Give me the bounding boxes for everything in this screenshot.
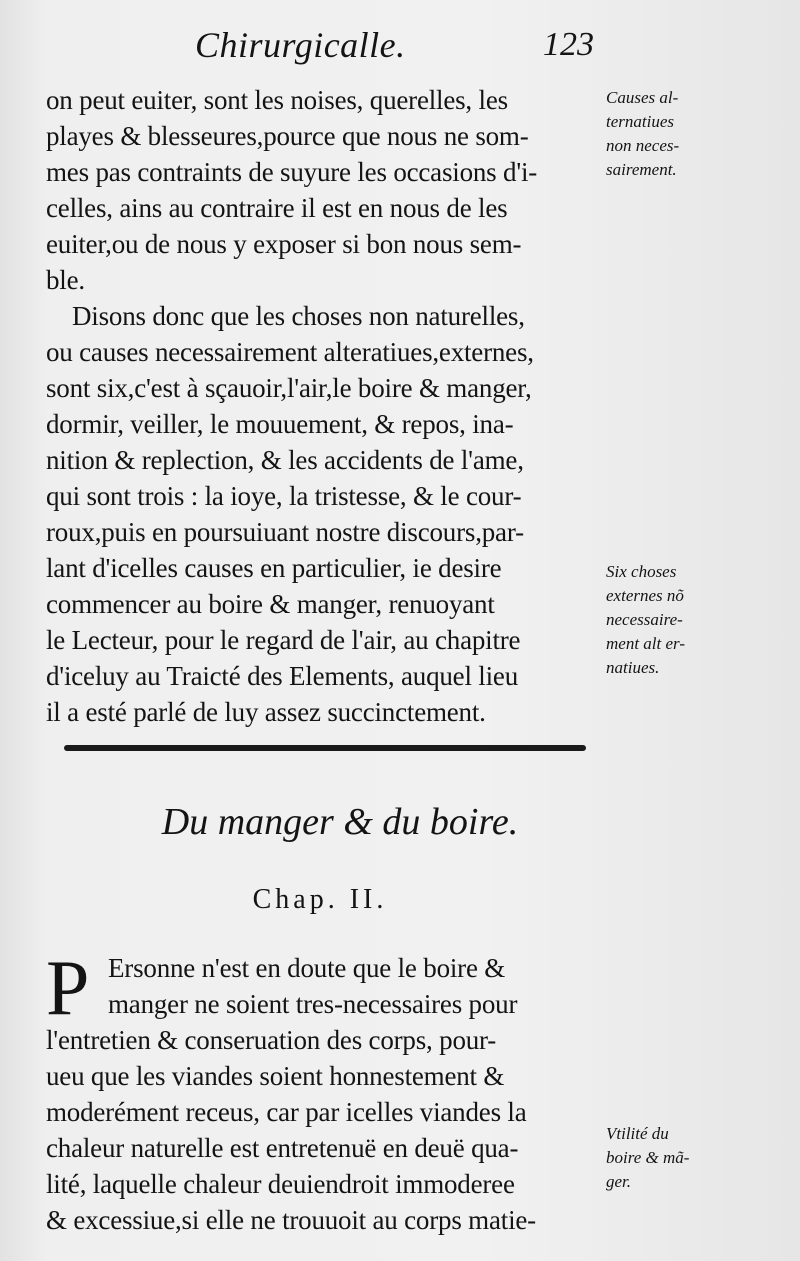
chapter-title: Du manger & du boire.: [161, 801, 519, 843]
margin-note: Causes al- ternatiues non neces- sairement.: [606, 88, 680, 179]
text-line: le Lecteur, pour le regard de l'air, au chapitre: [46, 625, 521, 655]
text-line: ueu que les viandes soient honnestement &: [46, 1061, 505, 1091]
text-line: Disons donc que les choses non naturelles,: [72, 301, 525, 331]
running-head-title: Chirurgicalle.: [195, 25, 406, 65]
text-line: manger ne soient tres-necessaires pour: [108, 989, 518, 1019]
chapter-number: Chap. II.: [252, 884, 388, 915]
text-line: playes & blesseures,pource que nous ne som-: [46, 121, 529, 151]
text-line: roux,puis en poursuiuant nostre discours,par-: [46, 517, 524, 547]
text-line: celles, ains au contraire il est en nous de les: [46, 193, 508, 223]
margin-note: Six choses externes nõ necessaire- ment alt er- natiues.: [606, 562, 685, 677]
text-line: chaleur naturelle est entretenuë en deuë qua-: [46, 1133, 519, 1163]
text-line: ble.: [46, 265, 85, 295]
margin-note: Vtilité du boire & mã- ger.: [606, 1124, 690, 1191]
text-line: il a esté parlé de luy assez succinctement.: [46, 697, 486, 727]
drop-cap: P: [46, 944, 90, 1031]
text-line: & excessiue,si elle ne trouuoit au corps matie-: [46, 1205, 536, 1235]
text-line: moderément receus, car par icelles viandes la: [46, 1097, 527, 1127]
text-line: lant d'icelles causes en particulier, ie desire: [46, 553, 502, 583]
running-head: [0, 22, 800, 78]
text-line: Ersonne n'est en doute que le boire &: [108, 953, 506, 983]
page-number: 123: [543, 26, 594, 63]
text-line: ou causes necessairement alteratiues,externes,: [46, 337, 534, 367]
text-line: sont six,c'est à sçauoir,l'air,le boire & manger,: [46, 373, 532, 403]
text-line: euiter,ou de nous y exposer si bon nous sem-: [46, 229, 522, 259]
text-line: lité, laquelle chaleur deuiendroit immoderee: [46, 1169, 515, 1199]
text-line: dormir, veiller, le mouuement, & repos, ina-: [46, 409, 514, 439]
text-line: mes pas contraints de suyure les occasions d'i-: [46, 157, 538, 187]
text-line: nition & replection, & les accidents de l'ame,: [46, 445, 524, 475]
chapter-text-block: [46, 944, 616, 1238]
text-line: on peut euiter, sont les noises, querelles, les: [46, 85, 508, 115]
text-line: l'entretien & conseruation des corps, pour-: [46, 1025, 497, 1055]
section-divider-rule: [64, 745, 586, 751]
text-line: d'iceluy au Traicté des Elements, auquel lieu: [46, 661, 518, 691]
main-text-block: [46, 82, 616, 730]
text-line: commencer au boire & manger, renuoyant: [46, 589, 495, 619]
text-line: qui sont trois : la ioye, la tristesse, & le cour-: [46, 481, 522, 511]
